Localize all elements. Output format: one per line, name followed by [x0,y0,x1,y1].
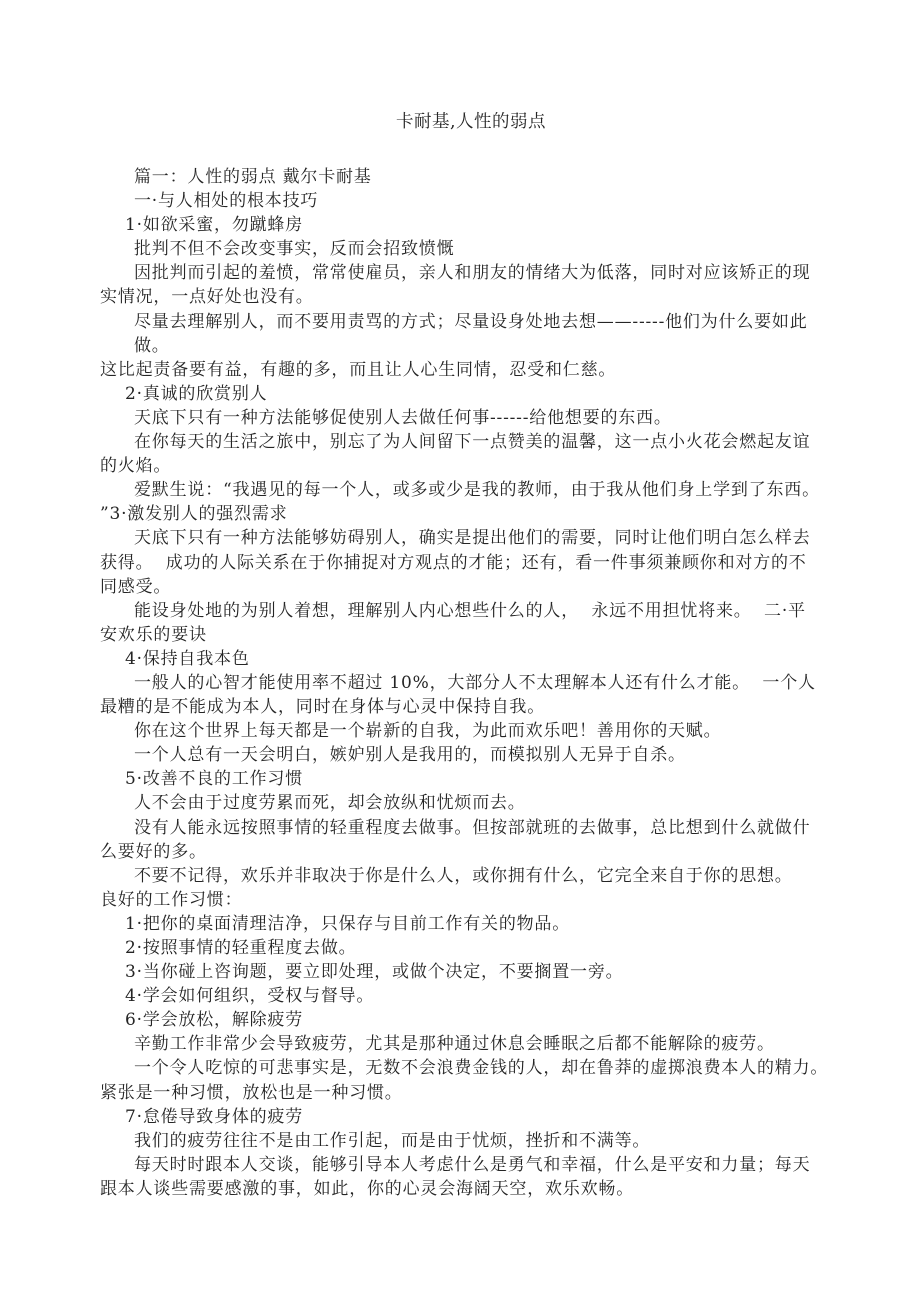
text-line: 人不会由于过度劳累而死，却会放纵和忧烦而去。 [134,793,526,814]
text-line: 2·真诚的欣赏别人 [125,383,268,404]
document-title: 卡耐基,人性的弱点 [395,112,547,132]
text-line: 没有人能永远按照事情的轻重程度去做事。但按部就班的去做事，总比想到什么就做什 [134,817,811,838]
text-line: 5·改善不良的工作习惯 [125,769,304,790]
text-line: 篇一：人性的弱点 戴尔卡耐基 [134,167,372,187]
text-line: 辛勤工作非常少会导致疲劳，尤其是那种通过休息会睡眠之后都不能解除的疲劳。 [134,1034,775,1055]
text-line: 7·怠倦导致身体的疲劳 [125,1106,304,1127]
text-line: 你在这个世界上每天都是一个崭新的自我，为此而欢乐吧！善用你的天赋。 [134,721,722,742]
document-content [100,110,842,1201]
text-line: 跟本人谈些需要感激的事，如此，你的心灵会海阔天空，欢乐欢畅。 [100,1178,634,1199]
text-line: 的火焰。 [100,456,172,477]
text-line: 么要好的多。 [100,841,207,862]
text-line: 3·当你碰上咨询题，要立即处理，或做个决定，不要搁置一旁。 [125,962,624,983]
text-line: 6·学会放松，解除疲劳 [125,1010,304,1031]
text-line: 在你每天的生活之旅中，别忘了为人间留下一点赞美的温馨，这一点小火花会燃起友谊 [134,432,811,453]
text-line: ”3·激发别人的强烈需求 [100,504,288,525]
text-line: 良好的工作习惯： [100,889,243,910]
text-line: 爱默生说：“我遇见的每一个人，或多或少是我的教师，由于我从他们身上学到了东西。 [134,480,820,501]
text-line: 天底下只有一种方法能够促使别人去做任何事------给他想要的东西。 [134,407,672,428]
document-body [100,165,842,1201]
text-line: 1·如欲采蜜，勿蹴蜂房 [125,215,304,236]
text-line: 尽量去理解别人，而不要用责骂的方式；尽量设身处地去想——-----他们为什么要如此做。 [134,311,808,356]
text-line: 一般人的心智才能使用率不超过 10%，大部分人不太理解本人还有什么才能。 一个人 [134,672,816,693]
text-line: 能设身处地的为别人着想，理解别人内心想些什么的人， 永远不用担忧将来。 二·平 [134,600,806,621]
text-line: 获得。 成功的人际关系在于你捕捉对方观点的才能；还有，看一件事须兼顾你和对方的不 [100,552,807,573]
text-line: 这比起责备要有益，有趣的多，而且让人心生同情，忍受和仁慈。 [100,359,617,380]
text-line: 我们的疲劳往往不是由工作引起，而是由于忧烦，挫折和不满等。 [134,1130,651,1151]
text-line: 不要不记得，欢乐并非取决于你是什么人，或你拥有什么，它完全来自于你的思想。 [134,865,793,886]
text-line: 2·按照事情的轻重程度去做。 [125,938,357,958]
text-line: 因批判而引起的羞愤，常常使雇员，亲人和朋友的情绪大为低落，同时对应该矫正的现 [134,263,811,284]
text-line: 4·保持自我本色 [125,648,250,669]
text-line: 最糟的是不能成为本人，同时在身体与心灵中保持自我。 [100,697,545,718]
text-line: 1·把你的桌面清理洁净，只保存与目前工作有关的物品。 [125,913,571,934]
text-line: 实情况，一点好处也没有。 [100,287,314,308]
text-line: 批判不但不会改变事实，反而会招致愤慨 [134,239,455,260]
text-line: 一个人总有一天会明白，嫉妒别人是我用的，而模拟别人无异于自杀。 [134,745,686,766]
text-line: 一·与人相处的根本技巧 [134,191,319,212]
text-line: 紧张是一种习惯，放松也是一种习惯。 [100,1082,403,1103]
text-line: 同感受。 [100,576,172,597]
text-line: 4·学会如何组织，受权与督导。 [125,986,375,1007]
text-line: 天底下只有一种方法能够妨碍别人，确实是提出他们的需要，同时让他们明白怎么样去 [134,528,811,549]
text-line: 安欢乐的要诀 [100,624,207,645]
text-line: 每天时时跟本人交谈，能够引导本人考虑什么是勇气和幸福，什么是平安和力量；每天 [134,1154,811,1175]
text-line: 一个令人吃惊的可悲事实是，无数不会浪费金钱的人，却在鲁莽的虚掷浪费本人的精力。 [134,1058,829,1079]
